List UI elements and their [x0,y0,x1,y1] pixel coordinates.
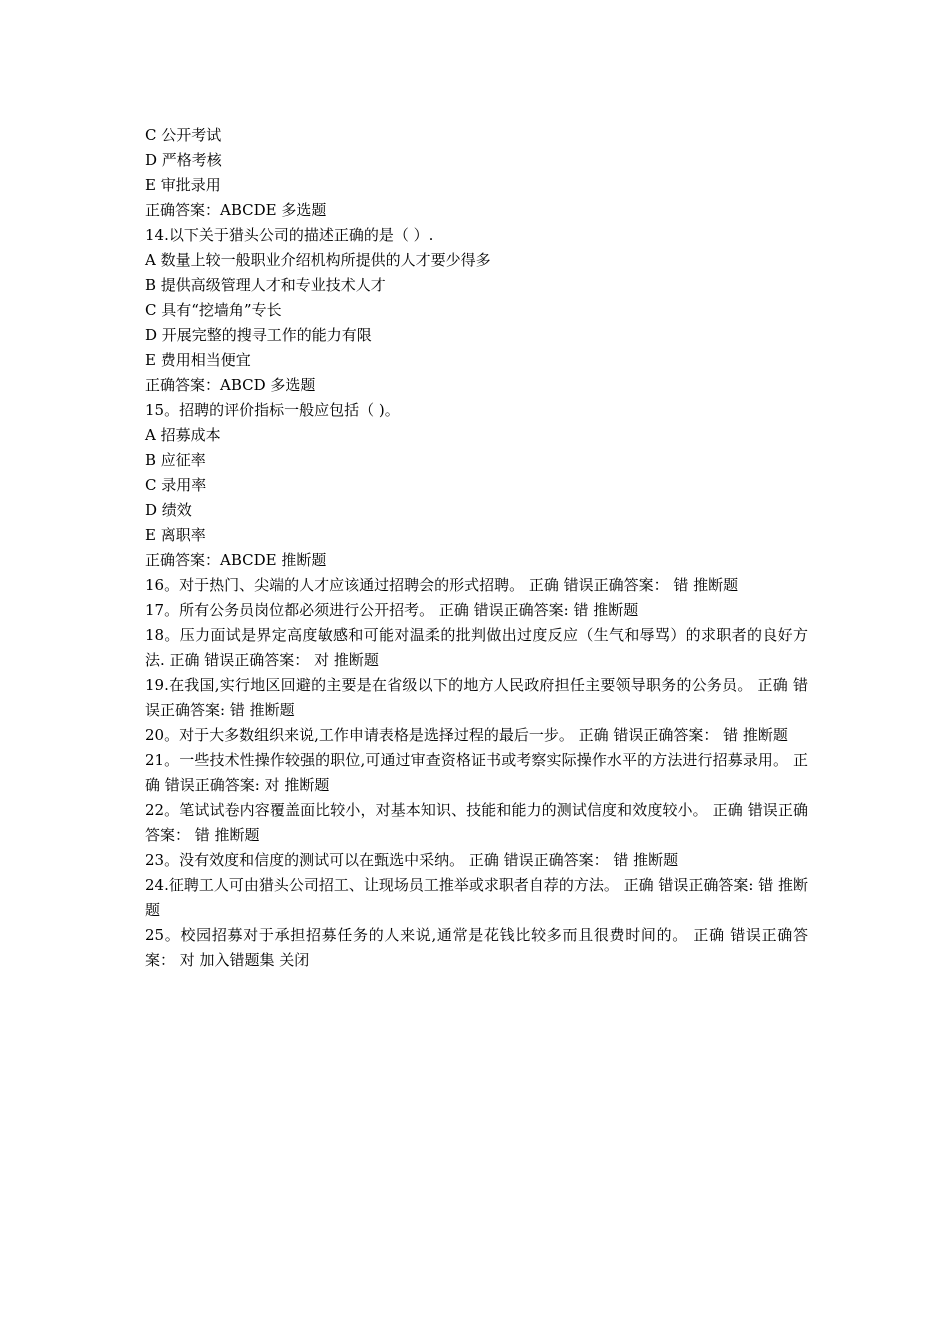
answer-q13: 正确答案：ABCDE 多选题 [145,201,327,219]
answer-q14: 正确答案：ABCD 多选题 [145,376,316,394]
option-a-q15: A 招募成本 [145,426,221,444]
question-19: 19.在我国,实行地区回避的主要是在省级以下的地方人民政府担任主要领导职务的公务员。 正确 错误正确答案: 错 推断题 [145,676,808,719]
document-body [145,123,808,973]
option-a-q14: A 数量上较一般职业介绍机构所提供的人才要少得多 [145,251,491,269]
option-c-q15: C 录用率 [145,476,207,494]
option-b-q14: B 提供高级管理人才和专业技术人才 [145,276,386,294]
answer-q15: 正确答案：ABCDE 推断题 [145,551,327,569]
question-17: 17。所有公务员岗位都必须进行公开招考。 正确 错误正确答案: 错 推断题 [145,601,639,619]
option-c-q13: C 公开考试 [145,126,222,144]
option-d-q15: D 绩效 [145,501,192,519]
question-20: 20。对于大多数组织来说,工作申请表格是选择过程的最后一步。 正确 错误正确答案： 错 推断题 [145,726,788,744]
option-e-q14: E 费用相当便宜 [145,351,251,369]
option-e-q15: E 离职率 [145,526,206,544]
option-d-q13: D 严格考核 [145,151,222,169]
question-14: 14.以下关于猎头公司的描述正确的是（ ）. [145,226,434,244]
option-b-q15: B 应征率 [145,451,206,469]
question-18: 18。压力面试是界定高度敏感和可能对温柔的批判做出过度反应（生气和辱骂）的求职者的良好方法. 正确 错误正确答案： 对 推断题 [145,626,808,669]
option-d-q14: D 开展完整的搜寻工作的能力有限 [145,326,372,344]
option-e-q13: E 审批录用 [145,176,221,194]
question-21: 21。一些技术性操作较强的职位,可通过审查资格证书或考察实际操作水平的方法进行招募录用。 正确 错误正确答案: 对 推断题 [145,751,808,794]
question-25: 25。校园招募对于承担招募任务的人来说,通常是花钱比较多而且很费时间的。 正确 错误正确答案： 对 加入错题集 关闭 [145,926,808,969]
question-15: 15。招聘的评价指标一般应包括（ )。 [145,401,400,419]
question-16: 16。对于热门、尖端的人才应该通过招聘会的形式招聘。 正确 错误正确答案： 错 推断题 [145,576,739,594]
question-24: 24.征聘工人可由猎头公司招工、让现场员工推举或求职者自荐的方法。 正确 错误正确答案: 错 推断题 [145,876,808,919]
question-23: 23。没有效度和信度的测试可以在甄选中采纳。 正确 错误正确答案： 错 推断题 [145,851,679,869]
question-22: 22。笔试试卷内容覆盖面比较小，对基本知识、技能和能力的测试信度和效度较小。 正确 错误正确答案： 错 推断题 [145,801,808,844]
option-c-q14: C 具有“挖墙角”专长 [145,301,282,319]
